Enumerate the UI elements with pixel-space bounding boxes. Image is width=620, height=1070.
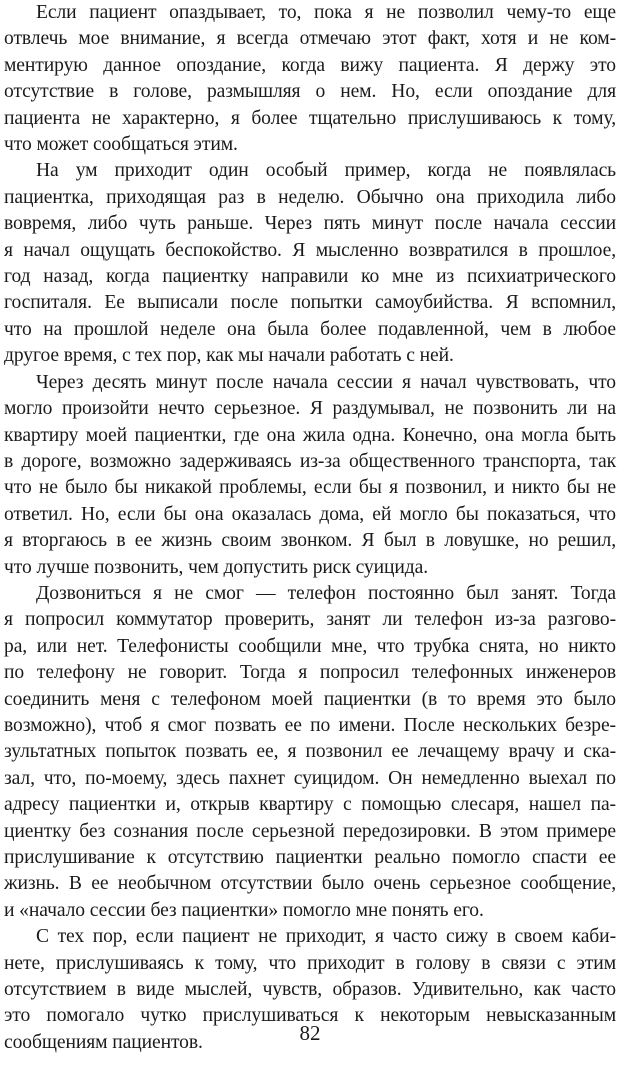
paragraph-4-line-3: ра, или нет. Телефонисты сообщили мне, что трубка снята, но никто	[4, 635, 616, 657]
paragraph-4-line-11: прислушивание к отсутствию пациентки реально помогло спасти ее	[4, 847, 616, 868]
paragraph-4-line-1: Дозвониться я не смог — телефон постоянно был занят. Тогда	[36, 582, 616, 604]
paragraph-2-line-7: что на прошлой неделе она была более подавленной, чем в любое	[4, 318, 616, 340]
paragraph-3-line-7: я вторгаюсь в ее жизнь своим звонком. Я был в ловушке, но решил,	[4, 530, 616, 552]
paragraph-3-line-6: ответил. Но, если бы она оказалась дома, ей могло бы показаться, что	[4, 503, 616, 525]
paragraph-4-line-2: я попросил коммутатор проверить, занят ли телефон из-за разгово-	[4, 609, 616, 631]
paragraph-4-line-9: адресу пациентки и, открыв квартиру с помощью слесаря, нашел па-	[4, 794, 616, 816]
paragraph-4-line-5: соединить меня с телефоном моей пациентки (в то время это было	[4, 688, 616, 710]
paragraph-1-line-3: ментирую данное опоздание, когда вижу пациента. Я держу это	[4, 54, 616, 76]
paragraph-5-line-2: нете, прислушиваясь к тому, что приходит в голову в связи с этим	[4, 952, 616, 974]
paragraph-1-line-4: отсутствие в голове, размышляя о нем. Но, если опоздание для	[4, 81, 616, 103]
paragraph-2-line-1: На ум приходит один особый пример, когда не появлялась	[36, 160, 616, 182]
paragraph-3-line-3: квартиру моей пациентки, где она жила одна. Конечно, она могла быть	[4, 424, 616, 446]
paragraph-2-line-5: год назад, когда пациентку направили ко мне из психиатрического	[4, 266, 616, 288]
paragraph-1-line-2: отвлечь мое внимание, я всегда отмечаю этот факт, хотя и не ком-	[4, 28, 616, 50]
paragraph-4-line-12: жизнь. В ее необычном отсутствии было очень серьезное сообщение,	[4, 873, 616, 895]
paragraph-2-line-2: пациентка, приходящая раз в неделю. Обычно она приходила либо	[4, 186, 616, 208]
body-text	[4, 0, 616, 1056]
paragraph-4-line-7: зультатных попыток позвать ее, я позвонил ее лечащему врачу и ска-	[4, 741, 616, 763]
paragraph-5-line-5: сообщениям пациентов.	[4, 1031, 203, 1053]
paragraph-2-line-6: госпиталя. Ее выписали после попытки самоубийства. Я вспомнил,	[4, 292, 616, 314]
paragraph-5-line-3: отсутствием в виде мыслей, чувств, образов. Удивительно, как часто	[4, 979, 616, 1001]
paragraph-1-line-1: Если пациент опаздывает, то, пока я не позволил чему-то еще	[36, 2, 616, 23]
paragraph-5-line-4: это помогало чутко прислушиваться к некоторым невысказанным	[4, 1005, 616, 1027]
paragraph-1-line-5: пациента не характерно, я более тщательно прислушиваюсь к тому,	[4, 107, 616, 129]
paragraph-5-line-1: С тех пор, если пациент не приходит, я часто сижу в своем каби-	[36, 926, 616, 948]
paragraph-2-line-8: другое время, с тех пор, как мы начали работать с ней.	[4, 345, 454, 367]
paragraph-3-line-5: что не было бы никакой проблемы, если бы я позвонил, и никто бы не	[4, 477, 616, 499]
paragraph-3-line-1: Через десять минут после начала сессии я начал чувствовать, что	[36, 371, 616, 393]
paragraph-2-line-3: вовремя, либо чуть раньше. Через пять минут после начала сессии	[4, 213, 616, 235]
paragraph-3-line-4: в дороге, возможно задерживаясь из-за общественного транспорта, так	[4, 450, 616, 472]
paragraph-4-line-10: циентку без сознания после серьезной передозировки. В этом примере	[4, 820, 616, 842]
paragraph-3-line-8: что лучше позвонить, чем допустить риск суицида.	[4, 556, 429, 578]
paragraph-4-line-8: зал, что, по-моему, здесь пахнет суицидом. Он немедленно выехал по	[4, 767, 616, 789]
paragraph-4-line-6: возможно), чтоб я смог позвать ее по имени. После нескольких безре-	[4, 714, 616, 736]
page-number: 82	[299, 1021, 321, 1045]
paragraph-4-line-13: и «начало сессии без пациентки» помогло мне понять его.	[4, 899, 484, 921]
paragraph-4-line-4: по телефону не говорит. Тогда я попросил телефонных инженеров	[4, 662, 616, 684]
paragraph-1-line-6: что может сообщаться этим.	[4, 134, 238, 156]
paragraph-2-line-4: я начал ощущать беспокойство. Я мысленно возвратился в прошлое,	[4, 239, 616, 261]
paragraph-3-line-2: могло произойти нечто серьезное. Я раздумывал, не позвонить ли на	[4, 398, 616, 420]
